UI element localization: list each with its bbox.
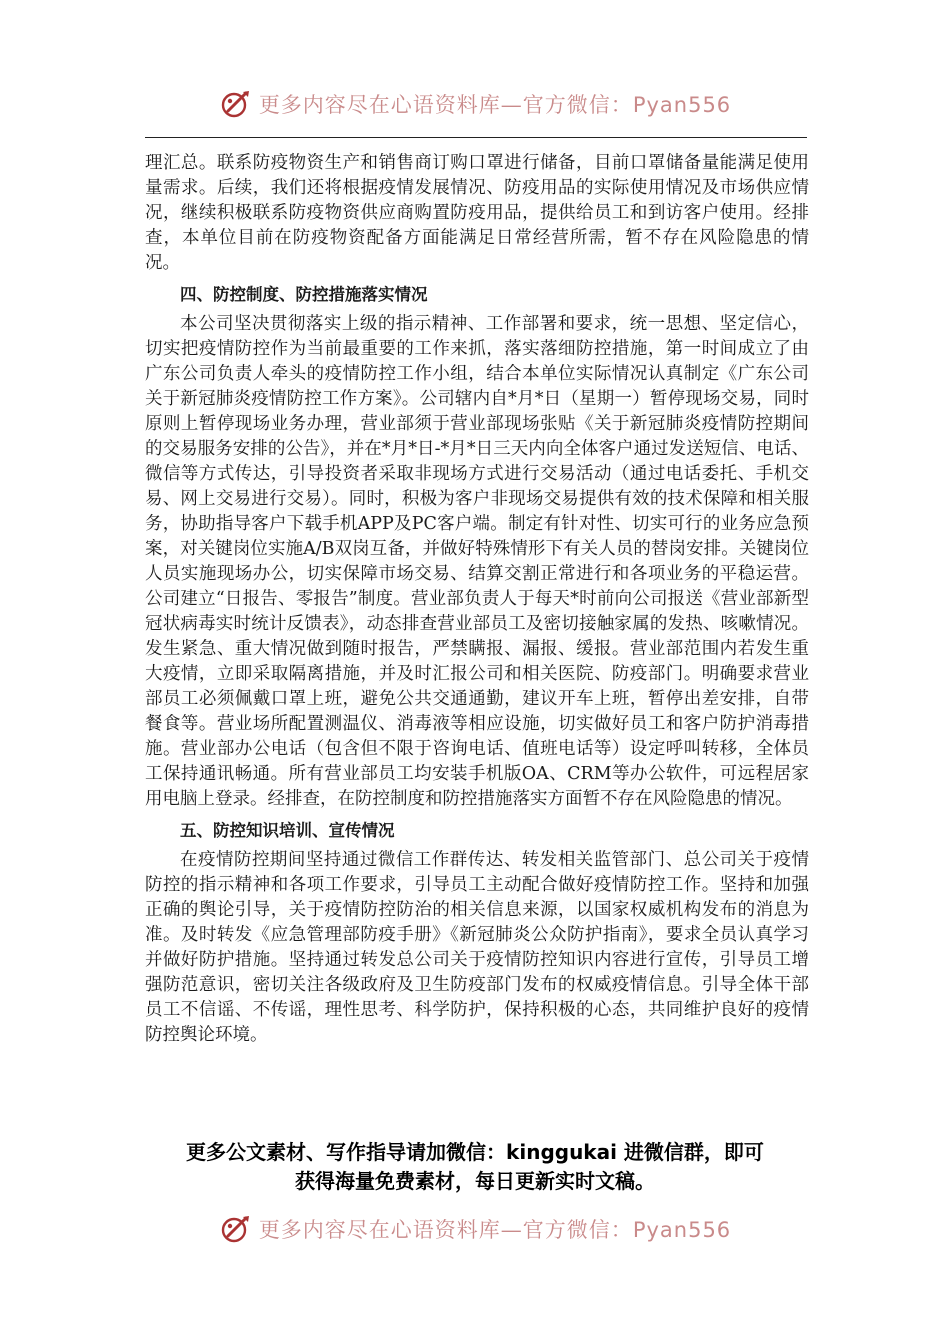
header-divider [145,137,807,138]
paragraph-section-4: 本公司坚决贯彻落实上级的指示精神、工作部署和要求，统一思想、坚定信心，切实把疫情防控作为当前最重要的工作来抓，落实落细防控措施，第一时间成立了由广东公司负责人牵头的疫情防控工作小组，结合本单位实际情况认真制定《广东公司关于新冠肺炎疫情防控工作方案》。公司辖内自*月*日（星期一）暂停现场交易，同时原则上暂停现场业务办理，营业部须于营业部现场张贴《关于新冠肺炎疫情防控期间的交易服务安排的公告》，并在*月*日-*月*日三天内向全体客户通过发送短信、电话、微信等方式传达，引导投资者采取非现场方式进行交易活动（通过电话委托、手机交易、网上交易进行交易）。同时，积极为客户非现场交易提供有效的技术保障和相关服务，协助指导客户下载手机APP及PC客户端。制定有针对性、切实可行的业务应急预案，对关键岗位实施A/B双岗互备，并做好特殊情形下有关人员的替岗安排。关键岗位人员实施现场办公，切实保障市场交易、结算交割正常进行和各项业务的平稳运营。公司建立“日报告、零报告”制度。营业部负责人于每天*时前向公司报送《营业部新型冠状病毒实时统计反馈表》，动态排查营业部员工及密切接触家属的发热、咳嗽情况。发生紧急、重大情况做到随时报告，严禁瞒报、漏报、缓报。营业部范围内若发生重大疫情，立即采取隔离措施，并及时汇报公司和相关医院、防疫部门。明确要求营业部员工必须佩戴口罩上班，避免公共交通通勤，建议开车上班，暂停出差安排，自带餐食等。营业场所配置测温仪、消毒液等相应设施，切实做好员工和客户防护消毒措施。营业部办公电话（包含但不限于咨询电话、值班电话等）设定呼叫转移，全体员工保持通讯畅通。所有营业部员工均安装手机版OA、CRM等办公软件，可远程居家用电脑上登录。经排查，在防控制度和防控措施落实方面暂不存在风险隐患的情况。 [145,314,809,809]
document-body [145,151,809,1048]
paragraph-intro: 理汇总。联系防疫物资生产和销售商订购口罩进行储备，目前口罩储备量能满足使用量需求。后续，我们还将根据疫情发展情况、防疫用品的实际使用情况及市场供应情况，继续积极联系防疫物资供应商购置防疫用品，提供给员工和到访客户使用。经排查，本单位目前在防疫物资配备方面能满足日常经营所需，暂不存在风险隐患的情况。 [145,153,809,273]
footer-brand-id: Pyan556 [632,1218,732,1242]
promo-line-1: 更多公文素材、写作指导请加微信：kinggukai 进微信群，即可 [186,1140,764,1164]
brand-logo-icon [219,1212,253,1246]
header-brand-id: Pyan556 [632,93,732,117]
header-watermark [0,84,950,124]
footer-brand-text: 更多内容尽在心语资料库—官方微信： [258,1218,633,1242]
paragraph-section-5: 在疫情防控期间坚持通过微信工作群传达、转发相关监管部门、总公司关于疫情防控的指示精神和各项工作要求，引导员工主动配合做好疫情防控工作。坚持和加强正确的舆论引导，关于疫情防控防治的相关信息来源，以国家权威机构发布的消息为准。及时转发《应急管理部防疫手册》《新冠肺炎公众防护指南》，要求全员认真学习并做好防护措施。坚持通过转发总公司关于疫情防控知识内容进行宣传，引导员工增强防范意识，密切关注各级政府及卫生防疫部门发布的权威疫情信息。引导全体干部员工不信谣、不传谣，理性思考、科学防护，保持积极的心态，共同维护良好的疫情防控舆论环境。 [145,850,809,1045]
footer-watermark [0,1209,950,1249]
section-heading-4: 四、防控制度、防控措施落实情况 [180,285,428,304]
header-brand-text: 更多内容尽在心语资料库—官方微信： [258,93,633,117]
promo-line-2: 获得海量免费素材，每日更新实时文稿。 [295,1169,655,1193]
promo-notice [0,1138,950,1196]
section-heading-5: 五、防控知识培训、宣传情况 [180,821,395,840]
brand-logo-icon [219,87,253,121]
